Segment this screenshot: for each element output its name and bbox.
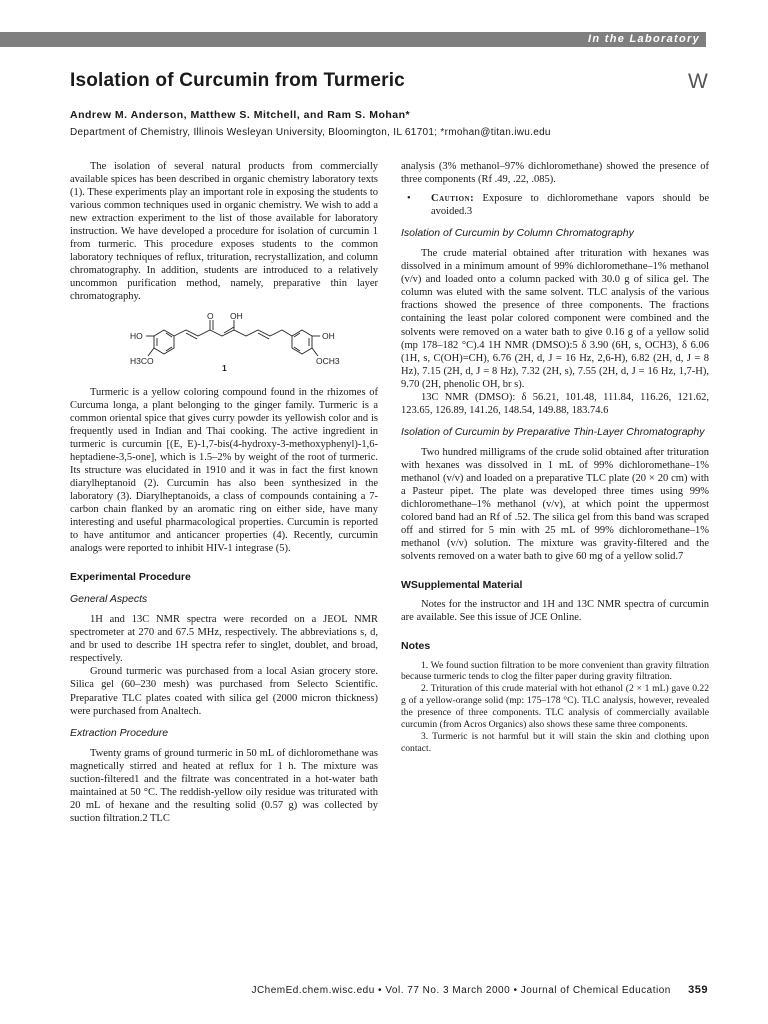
carbon-nmr-paragraph: 13C NMR (DMSO): δ 56.21, 101.48, 111.84, 116.26, 121.62, 123.65, 126.89, 141.26, 148.54, 149.88, 183.74.6 xyxy=(401,391,709,416)
section-header-bar xyxy=(0,32,706,47)
caution-note xyxy=(401,192,709,218)
author-list: Andrew M. Anderson, Matthew S. Mitchell, and Ram S. Mohan* xyxy=(70,109,411,121)
extraction-heading: Extraction Procedure xyxy=(70,726,169,739)
right-hydroxyl-label: OH xyxy=(322,330,335,341)
tlc-continuation-paragraph: analysis (3% methanol–97% dichloromethane) showed the presence of three components (Rf .49, .22, .085). xyxy=(401,161,709,186)
note-item: 3. Turmeric is not harmful but it will stain the skin and clothing upon contact. xyxy=(401,730,709,754)
note-item: 2. Trituration of this crude material with hot ethanol (2 × 1 mL) gave 0.22 g of a yellow-orange solid (mp: 175–178 °C). TLC analysis, however, revealed the presence of three components. TLC analysis of commercially available curcumin (from Acros Organics) also shows these same three components. xyxy=(401,683,709,731)
supplemental-paragraph: Notes for the instructor and 1H and 13C NMR spectra of curcumin are available. See this issue of JCE Online. xyxy=(401,599,709,624)
curcumin-structure-figure xyxy=(70,313,378,377)
carbonyl-oxygen-label: O xyxy=(207,312,214,321)
article-title: Isolation of Curcumin from Turmeric xyxy=(70,70,405,91)
experimental-heading: Experimental Procedure xyxy=(70,571,191,584)
column-procedure-paragraph: The crude material obtained after trituration with hexanes was dissolved in a minimum amount of 99% dichloromethane–1% methanol (v/v) and loaded onto a column packed with 30.0 g of silica gel. The column was eluted with the same solvent. TLC analysis of the various fractions showed the presence of three components. The fractions containing the least polar colored component were combined and the solvents were removed on a water bath to give 0.16 g of a yellow solid (mp 178–182 °C).4 1H NMR (DMSO):5 δ 3.90 (6H, s, OCH3), δ 6.06 (1H, s, C(OH)=CH), 6.76 (2H, d, J = 16 Hz, 2,6-H), 6.82 (2H, d, J = 8 Hz), 7.15 (2H, d, J = 8 Hz), 7.32 (2H, s), 7.55 (2H, d, J = 16 Hz, 1,7-H), 9.70 (2H, phenolic OH, br s). xyxy=(401,248,709,390)
right-column xyxy=(401,160,709,755)
supplemental-heading: WSupplemental Material xyxy=(401,579,523,592)
column-chromatography-heading: Isolation of Curcumin by Column Chromatography xyxy=(401,227,634,240)
section-label: In the Laboratory xyxy=(588,33,700,45)
bullet-icon: • xyxy=(407,193,411,205)
left-hydroxyl-label: HO xyxy=(130,330,143,341)
web-supplement-icon: W xyxy=(688,70,708,93)
page-number: 359 xyxy=(688,984,708,996)
general-aspects-heading: General Aspects xyxy=(70,593,148,606)
enol-oh-label: OH xyxy=(230,312,243,321)
left-column xyxy=(70,160,378,825)
extraction-paragraph: Twenty grams of ground turmeric in 50 mL of dichloromethane was magnetically stirred and heated at reflux for 1 h. The mixture was suction-filtered1 and the filtrate was concentrated in a hot-water bath maintained at 50 °C. The reddish-yellow oily residue was triturated with 20 mL of hexane and the resulting solid (0.57 g) was collected by suction filtration.2 TLC xyxy=(70,747,378,824)
journal-citation: JChemEd.chem.wisc.edu • Vol. 77 No. 3 March 2000 • Journal of Chemical Education xyxy=(251,985,671,996)
preparative-tlc-paragraph: Two hundred milligrams of the crude solid obtained after trituration with hexanes was dissolved in 1 mL of 99% dichloromethane–1% methanol (v/v) and loaded on a preparative TLC plate (20 × 20 cm) with a Pasteur pipet. The plate was developed three times using 99% dichloromethane–1% methanol (v/v), at which point the uppermost colored band had an Rf of .52. The silica gel from this band was scraped off and stirred for 5 min with 25 mL of 99% dichloromethane–1% methanol (v/v) solution. The mixture was gravity-filtered and the solvents removed on a water bath to give 60 mg of a yellow solid.7 xyxy=(401,446,709,563)
intro-paragraph: The isolation of several natural products from commercially available spices has been described in organic chemistry laboratory texts (1). These experiments play an important role in exposing the students to various common techniques used in organic chemistry. We wish to add a new extraction experiment to the list of those available for laboratory instruction. We have developed a procedure for isolation of curcumin 1 from turmeric. This procedure exposes students to the common laboratory techniques of reflux, trituration, recrystallization, and column chromatography. In addition, students are introduced to a relatively uncommon purification method, namely, preparative thin layer chromatography. xyxy=(70,161,378,303)
background-paragraph: Turmeric is a yellow coloring compound found in the rhizomes of Curcuma longa, a plant belonging to the ginger family. Turmeric is a common oriental spice that gives curry powder its yellowish color and is frequently used in Indian and Thai cooking. The active ingredient in turmeric is curcumin [(E, E)-1,7-bis(4-hydroxy-3-methoxyphenyl)-1,6-heptadiene-3,5-one], which is 1.5–2% by weight of the root of turmeric. Its structure was elucidated in 1910 and it was in fact the first known diarylheptanoid (2). Curcumin has also been synthesized in the laboratory (3). Diarylheptanoids, a class of compounds containing a 7-carbon chain flanked by an aromatic ring on either side, have many interesting and useful pharmacological properties. Curcumin is reported to have antitumor and anticancer properties (4). Recently, curcumin analogs were reported to inhibit HIV-1 integrase (5). xyxy=(70,386,378,555)
caution-text: Exposure to dichloromethane vapors should be avoided.3 xyxy=(431,193,709,218)
left-methoxy-label: H3CO xyxy=(130,355,154,366)
preparative-tlc-heading: Isolation of Curcumin by Preparative Thin-Layer Chromatography xyxy=(401,425,705,438)
right-methoxy-label: OCH3 xyxy=(316,355,340,366)
notes-heading: Notes xyxy=(401,640,431,653)
nmr-paragraph: 1H and 13C NMR spectra were recorded on a JEOL NMR spectrometer at 270 and 67.5 MHz, respectively. The abbreviations s, d, and br used to describe 1H spectra refer to singlet, doublet, and broad, respectively. xyxy=(70,614,378,665)
compound-number: 1 xyxy=(222,362,227,373)
page-footer xyxy=(0,984,708,996)
note-item: 1. We found suction filtration to be more convenient than gravity filtration because turmeric tends to clog the filter paper during gravity filtration. xyxy=(401,659,709,683)
author-affiliation: Department of Chemistry, Illinois Wesleyan University, Bloomington, IL 61701; *rmohan@titan.iwu.edu xyxy=(70,127,551,138)
notes-list xyxy=(401,660,709,755)
caution-label: Caution: xyxy=(431,193,475,205)
materials-paragraph: Ground turmeric was purchased from a local Asian grocery store. Silica gel (60–230 mesh) was purchased from Selecto Scientific. Preparative TLC plates coated with silica gel (2000 micron thickness) were purchased from Analtech. xyxy=(70,666,378,717)
